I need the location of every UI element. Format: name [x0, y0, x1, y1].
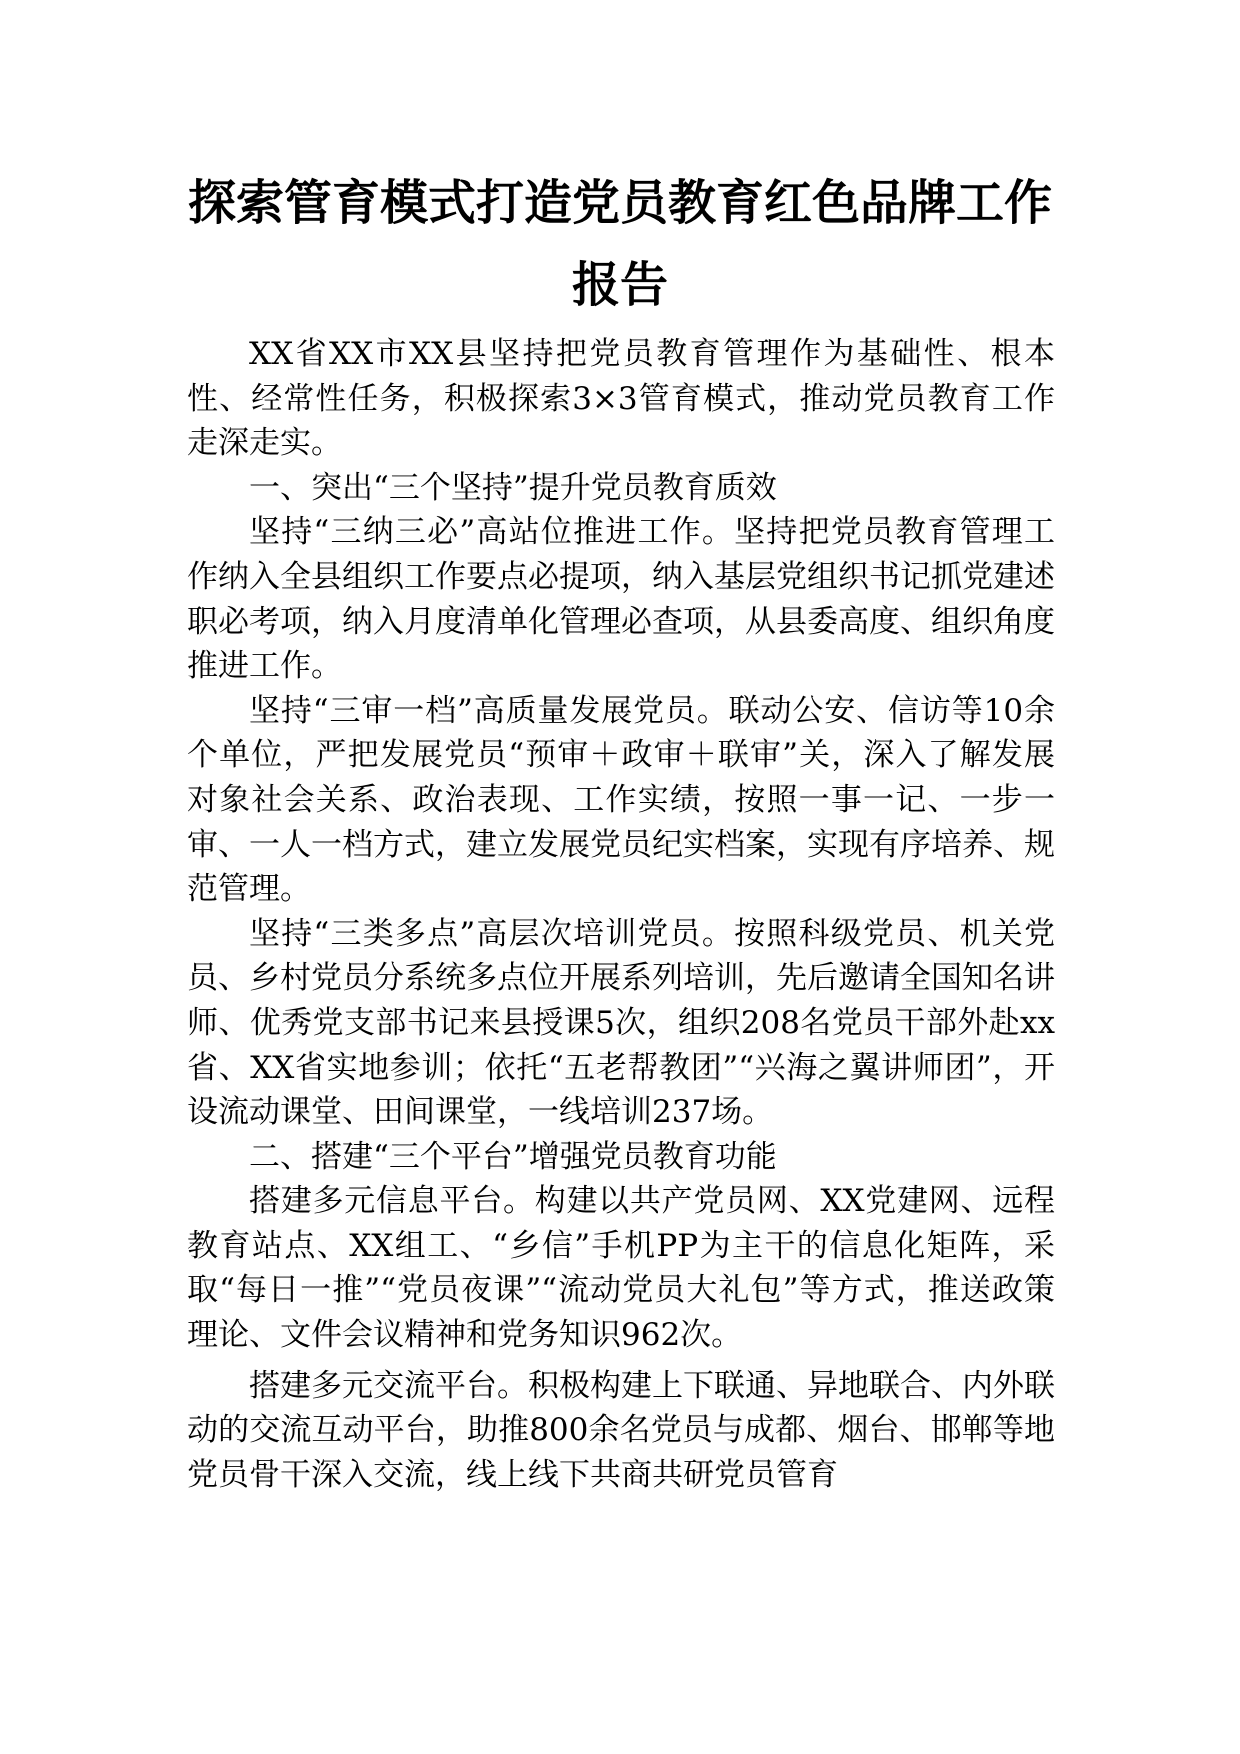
document-title [150, 162, 1090, 326]
paragraph-exchange-platform: 搭建多元交流平台。积极构建上下联通、异地联合、内外联动的交流互动平台，助推800余名党员与成都、烟台、邯郸等地党员骨干深入交流，线上线下共商共研党员管育 [187, 1367, 1055, 1493]
paragraph-info-platform: 搭建多元信息平台。构建以共产党员网、XX党建网、远程教育站点、XX组工、“乡信”手机PP为主干的信息化矩阵，采取“每日一推”“党员夜课”“流动党员大礼包”等方式，推送政策理论、文件会议精神和党务知识962次。 [187, 1183, 1055, 1354]
title-line-1: 探索管育模式打造党员教育红色品牌工作 [187, 175, 1052, 231]
intro-paragraph: XX省XX市XX县坚持把党员教育管理作为基础性、根本性、经常性任务，积极探索3×3管育模式，推动党员教育工作走深走实。 [187, 336, 1055, 462]
paragraph-san-na-san-bi: 坚持“三纳三必”高站位推进工作。坚持把党员教育管理工作纳入全县组织工作要点必提项，纳入基层党组织书记抓党建述职必考项，纳入月度清单化管理必查项，从县委高度、组织角度推进工作。 [187, 514, 1055, 685]
paragraph-san-lei-duo-dian: 坚持“三类多点”高层次培训党员。按照科级党员、机关党员、乡村党员分系统多点位开展系列培训，先后邀请全国知名讲师、优秀党支部书记来县授课5次，组织208名党员干部外赴xx省、XX省实地参训；依托“五老帮教团”“兴海之翼讲师团”，开设流动课堂、田间课堂，一线培训237场。 [187, 915, 1055, 1131]
document-body [187, 332, 1055, 1497]
title-line-2: 报告 [571, 257, 668, 313]
section-heading-2: 二、搭建“三个平台”增强党员教育功能 [249, 1138, 777, 1175]
paragraph-san-shen-yi-dang: 坚持“三审一档”高质量发展党员。联动公安、信访等10余个单位，严把发展党员“预审＋政审＋联审”关，深入了解发展对象社会关系、政治表现、工作实绩，按照一事一记、一步一审、一人一档方式，建立发展党员纪实档案，实现有序培养、规范管理。 [187, 692, 1055, 908]
section-heading-1: 一、突出“三个坚持”提升党员教育质效 [249, 469, 777, 506]
